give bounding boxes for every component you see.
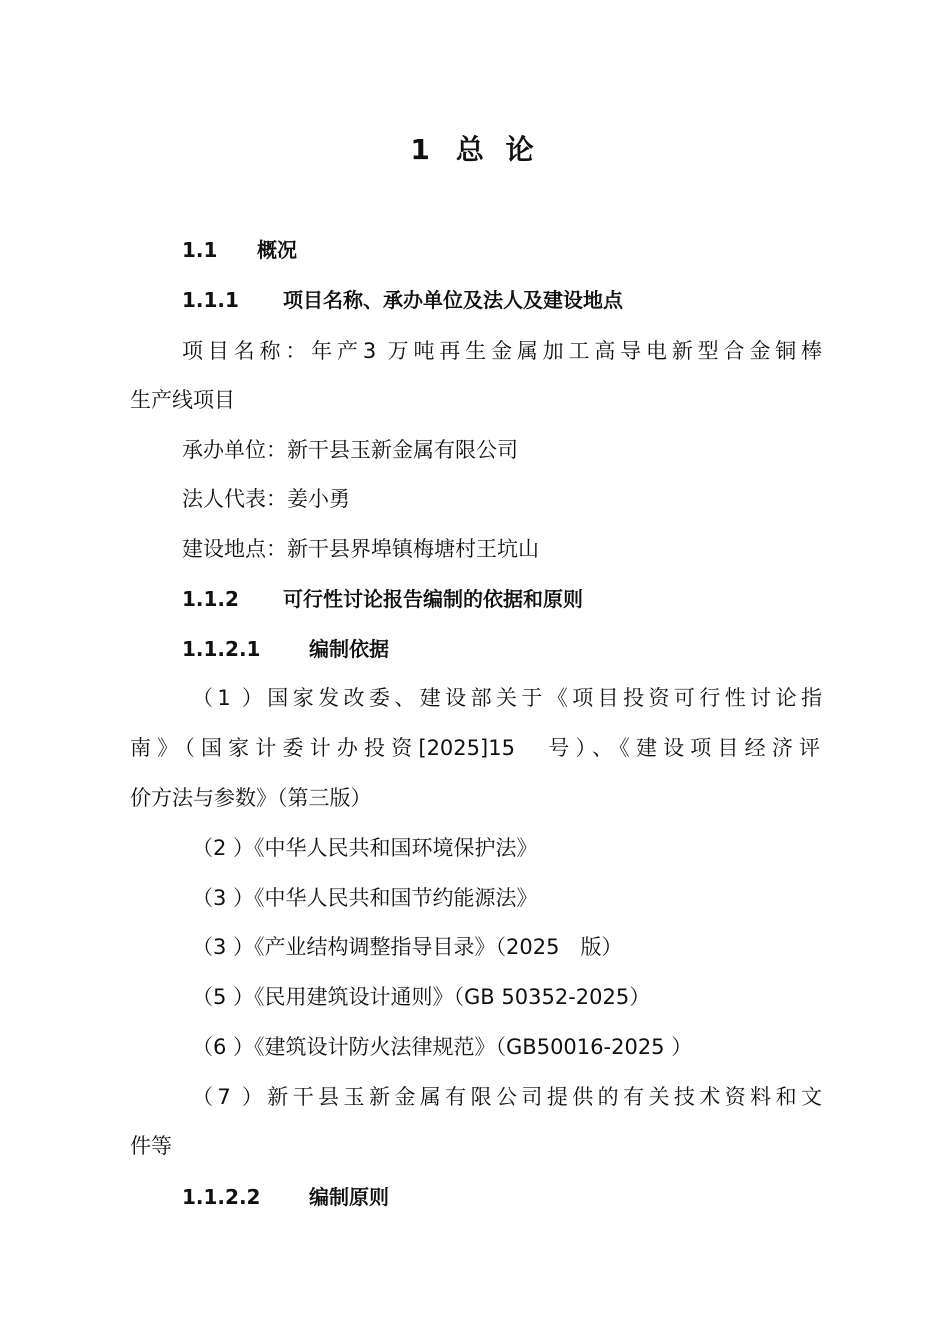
project-name-line-2: 生产线项目 bbox=[130, 388, 235, 412]
basis-item-6: （6 ）《建筑设计防火法律规范》（GB50016-2025 ） bbox=[192, 1035, 693, 1059]
section-number: 1.1.2.2 bbox=[182, 1185, 261, 1209]
section-number: 1.1 bbox=[182, 238, 218, 262]
section-heading-1-1-2 bbox=[182, 584, 822, 614]
section-heading-1-1-2-1 bbox=[182, 634, 822, 664]
basis-item-1-line-1: （1 ）国家发改委、建设部关于《项目投资可行性讨论指 bbox=[192, 686, 822, 710]
section-title: 概况 bbox=[257, 238, 297, 262]
section-number: 1.1.1 bbox=[182, 288, 239, 312]
section-heading-1-1 bbox=[182, 235, 822, 265]
chapter-number: 1 bbox=[410, 133, 436, 166]
section-number: 1.1.2.1 bbox=[182, 637, 261, 661]
chapter-title bbox=[0, 128, 950, 168]
location-line: 建设地点：新干县界埠镇梅塘村王坑山 bbox=[182, 537, 539, 561]
basis-item-7-line-1: （7 ）新干县玉新金属有限公司提供的有关技术资料和文 bbox=[192, 1085, 822, 1109]
basis-item-7-line-2: 件等 bbox=[130, 1134, 172, 1158]
section-heading-1-1-1 bbox=[182, 285, 822, 315]
section-title: 编制依据 bbox=[309, 637, 389, 661]
section-title: 项目名称、承办单位及法人及建设地点 bbox=[283, 288, 623, 312]
basis-item-5: （5 ）《民用建筑设计通则》（GB 50352-2025） bbox=[192, 985, 651, 1009]
legal-rep-line: 法人代表：姜小勇 bbox=[182, 487, 350, 511]
basis-item-1-line-3: 价方法与参数》（第三版） bbox=[130, 786, 372, 810]
basis-item-2: （2 ）《中华人民共和国环境保护法》 bbox=[192, 836, 538, 860]
organizer-line: 承办单位：新干县玉新金属有限公司 bbox=[182, 438, 518, 462]
basis-item-3b: （3 ）《产业结构调整指导目录》（2025 版） bbox=[192, 935, 623, 959]
basis-item-1-line-2: 南》（国家计委计办投资[2025]15 号）、《建设项目经济评 bbox=[130, 736, 820, 760]
section-heading-1-1-2-2 bbox=[182, 1182, 822, 1212]
basis-item-3a: （3 ）《中华人民共和国节约能源法》 bbox=[192, 886, 538, 910]
project-name-line-1: 项目名称：年产3 万吨再生金属加工高导电新型合金铜棒 bbox=[182, 339, 822, 363]
section-title: 编制原则 bbox=[309, 1185, 389, 1209]
chapter-title-text: 总 论 bbox=[455, 133, 540, 166]
section-number: 1.1.2 bbox=[182, 587, 239, 611]
section-title: 可行性讨论报告编制的依据和原则 bbox=[283, 587, 583, 611]
